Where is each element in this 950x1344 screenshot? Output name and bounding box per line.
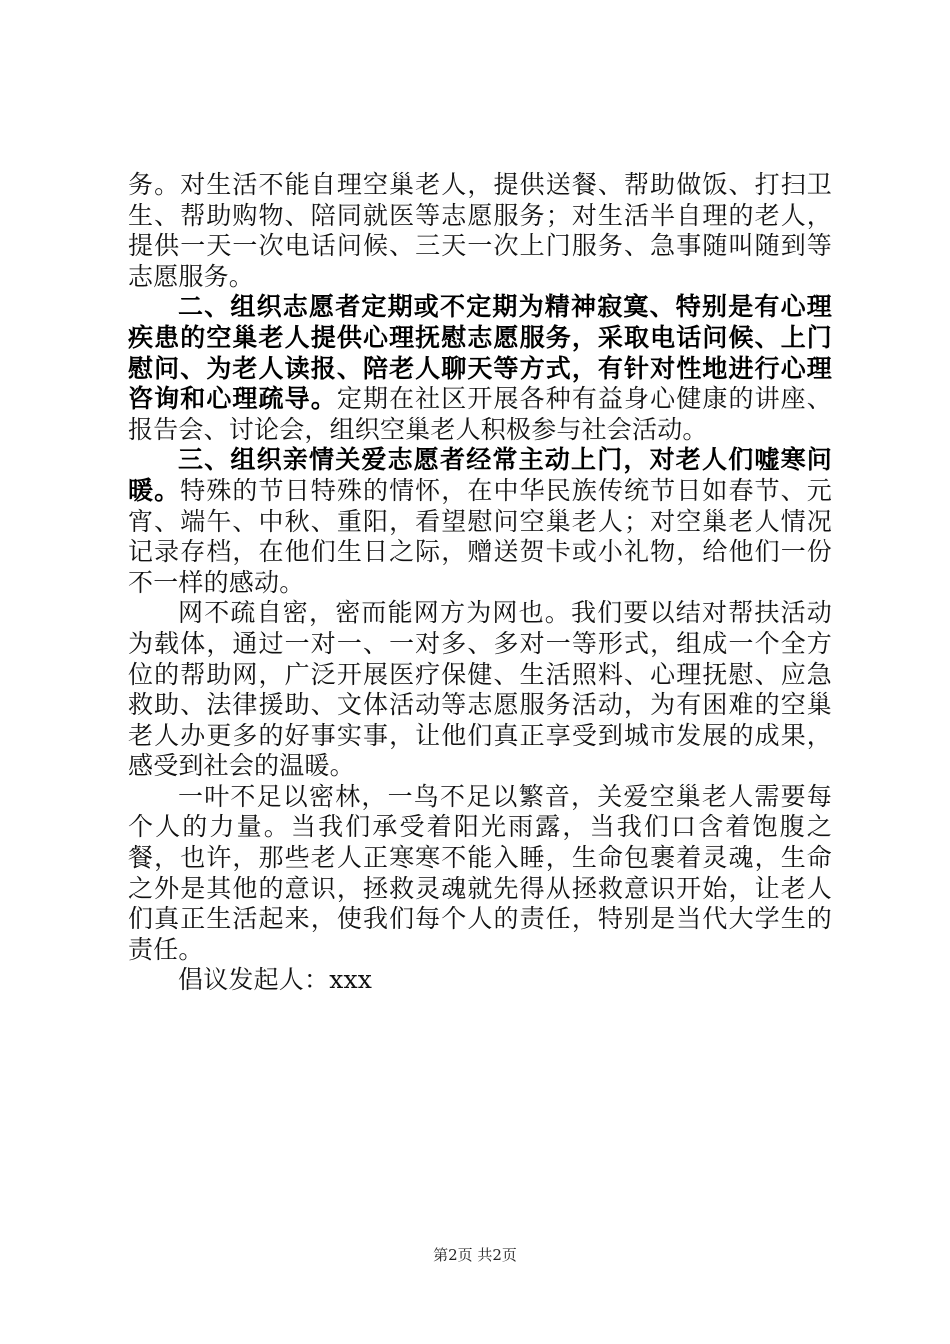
paragraph-3 [128,445,832,598]
paragraph-3-text: 特殊的节日特殊的情怀，在中华民族传统节日如春节、元宵、端午、中秋、重阳，看望慰问空巢老人；对空巢老人情况记录存档，在他们生日之际，赠送贺卡或小礼物，给他们一份不一样的感动。 [128,475,832,597]
paragraph-5-text: 一叶不足以密林，一鸟不足以繁音，关爱空巢老人需要每个人的力量。当我们承受着阳光雨露，当我们口含着饱腹之餐，也许，那些老人正寒寒不能入睡，生命包裹着灵魂，生命之外是其他的意识，拯救灵魂就先得从拯救意识开始，让老人们真正生活起来，使我们每个人的责任，特别是当代大学生的责任。 [128,781,832,964]
paragraph-2-bold: 二、组织志愿者定期或不定期为精神寂寞、特别是有心理疾患的空巢老人提供心理抚慰志愿服务，采取电话问候、上门慰问、为老人读报、陪老人聊天等方式，有针对性地进行心理咨询和心理疏导。 [128,292,832,414]
paragraph-1-text: 务。对生活不能自理空巢老人，提供送餐、帮助做饭、打扫卫生、帮助购物、陪同就医等志愿服务；对生活半自理的老人，提供一天一次电话问候、三天一次上门服务、急事随叫随到等志愿服务。 [128,170,832,291]
paragraph-5 [128,782,832,966]
paragraph-3-bold: 三、组织亲情关爱志愿者经常主动上门，对老人们嘘寒问暖。 [128,445,832,505]
signature-line [128,965,832,996]
paragraph-4-text: 网不疏自密，密而能网方为网也。我们要以结对帮扶活动为载体，通过一对一、一对多、多对一等形式，组成一个全方位的帮助网，广泛开展医疗保健、生活照料、心理抚慰、应急救助、法律援助、文体活动等志愿服务活动，为有困难的空巢老人办更多的好事实事，让他们真正享受到城市发展的成果，感受到社会的温暖。 [128,598,832,781]
signature-line-text: 倡议发起人：xxx [178,965,373,995]
paragraph-1 [128,170,832,292]
page-number-footer: 第2页 共2页 [433,1246,517,1264]
paragraph-2-text: 定期在社区开展各种有益身心健康的讲座、报告会、讨论会，组织空巢老人积极参与社会活动。 [128,384,832,444]
paragraph-4 [128,598,832,782]
document-body [128,170,832,996]
paragraph-2 [128,292,832,445]
